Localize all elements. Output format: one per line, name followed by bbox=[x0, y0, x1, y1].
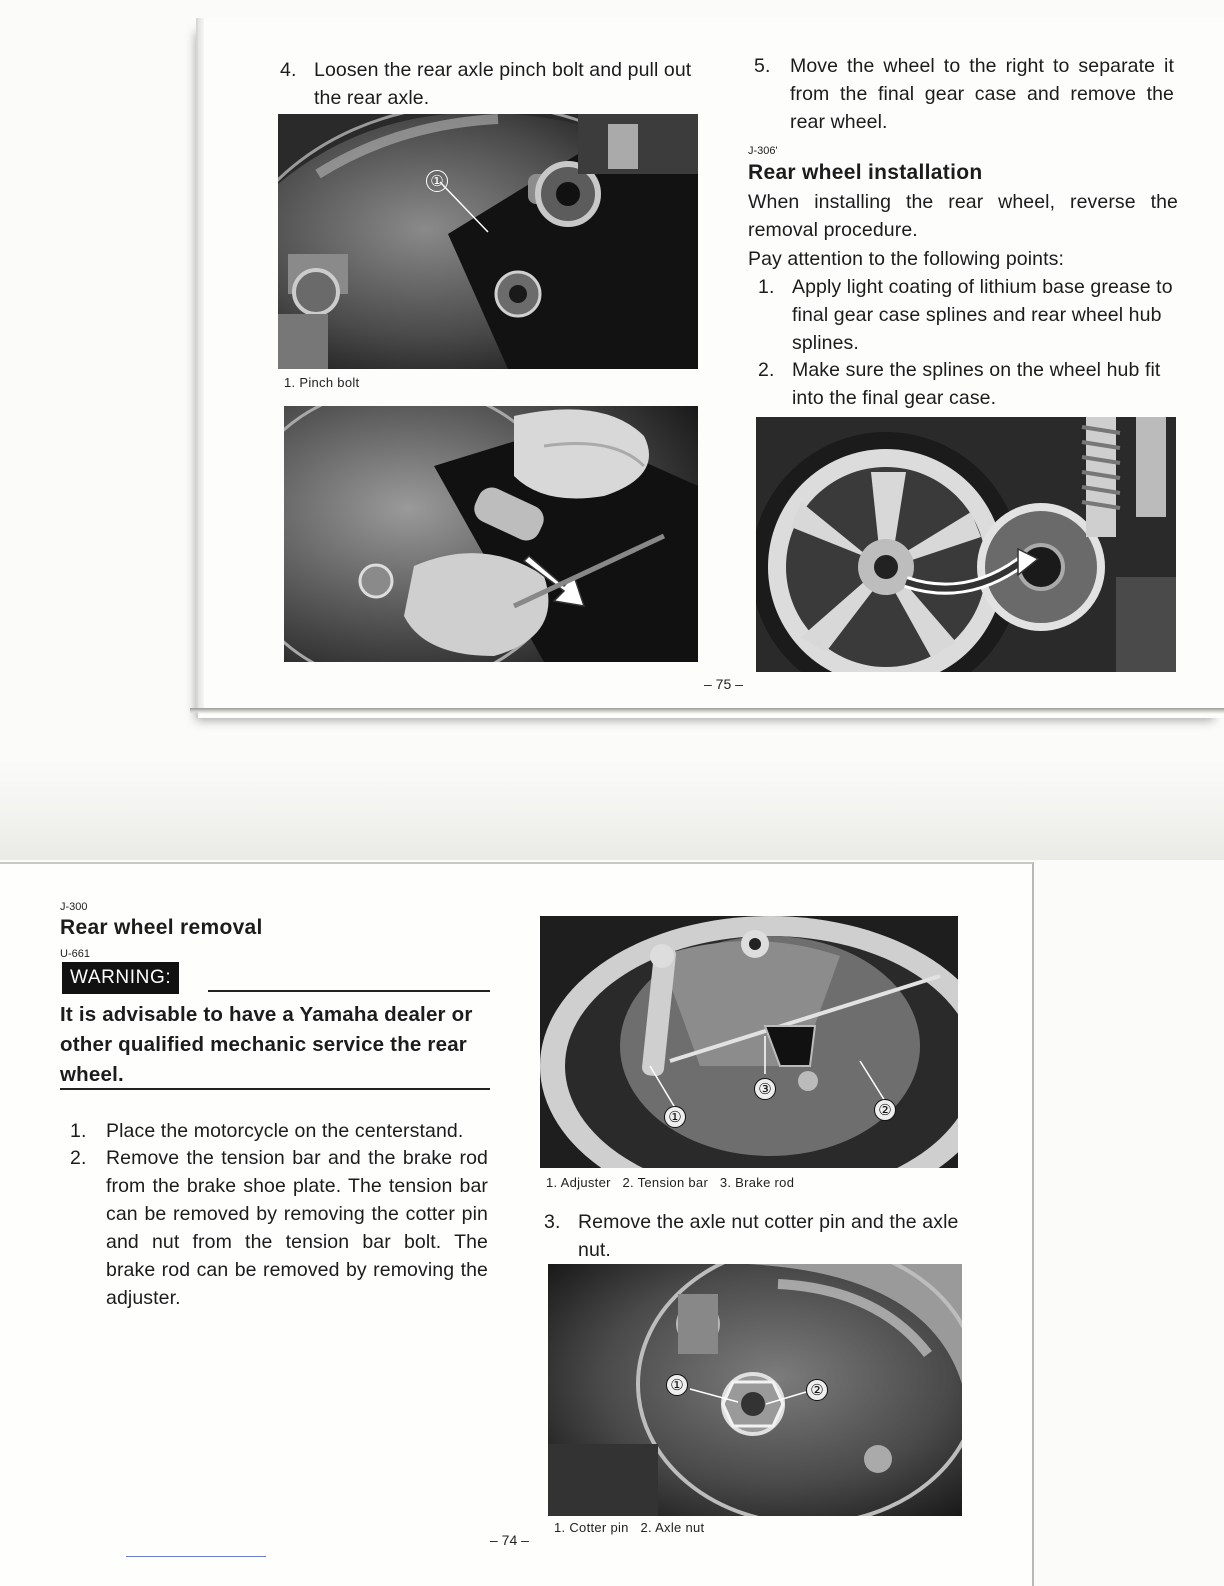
axle-nut-caption: 1. Cotter pin 2. Axle nut bbox=[554, 1520, 705, 1535]
callout-brake-rod: ③ bbox=[754, 1078, 776, 1100]
page-number-75: – 75 – bbox=[704, 676, 743, 692]
installation-heading: Rear wheel installation bbox=[748, 161, 983, 184]
removal-heading: Rear wheel removal bbox=[60, 916, 263, 939]
warning-label: WARNING: bbox=[62, 962, 179, 994]
page-number-74: – 74 – bbox=[490, 1532, 529, 1548]
callout-axle-nut: ② bbox=[806, 1379, 828, 1401]
installation-point-2: 2. Make sure the splines on the wheel hub fit into the final gear case. bbox=[758, 359, 1161, 409]
axle-nut-photo bbox=[548, 1264, 962, 1516]
removal-step-2: 2. Remove the tension bar and the brake rod from the brake shoe plate. The tension bar can be removed by removing the cotter pin and nut from the tension bar bolt. The brake rod can be removed by removing the adjuster. bbox=[70, 1147, 488, 1309]
installation-points-intro: Pay attention to the following points: bbox=[748, 248, 1064, 270]
binding-shadow bbox=[196, 18, 204, 708]
axle-removal-photo bbox=[284, 406, 698, 662]
wheel-installation-photo bbox=[756, 417, 1176, 672]
warning-bottom-rule bbox=[60, 1088, 490, 1090]
brake-linkage-photo bbox=[540, 916, 958, 1168]
pinch-bolt-photo bbox=[278, 114, 698, 369]
callout-tension-bar: ② bbox=[874, 1099, 896, 1121]
blue-line-artifact bbox=[126, 1556, 266, 1557]
step-4: 4. Loosen the rear axle pinch bolt and pull out the rear axle. bbox=[280, 59, 692, 109]
warning-top-rule bbox=[208, 990, 490, 992]
callout-adjuster: ① bbox=[664, 1106, 686, 1128]
installation-intro: When installing the rear wheel, reverse the removal procedure. bbox=[748, 191, 1178, 241]
section-code: J-306' bbox=[748, 145, 778, 157]
scan-gap bbox=[0, 760, 1224, 860]
removal-code: J-300 bbox=[60, 901, 88, 913]
warning-text: It is advisable to have a Yamaha dealer or other qualified mechanic service the rear wheel. bbox=[60, 1003, 473, 1086]
removal-step-1: 1. Place the motorcycle on the centerstand. bbox=[70, 1120, 464, 1142]
callout-1: ① bbox=[426, 170, 448, 192]
warning-code: U-661 bbox=[60, 948, 90, 960]
removal-step-3: 3. Remove the axle nut cotter pin and the axle nut. bbox=[544, 1211, 959, 1261]
installation-point-1: 1. Apply light coating of lithium base grease to final gear case splines and rear wheel hub splines. bbox=[758, 276, 1173, 354]
brake-linkage-caption: 1. Adjuster 2. Tension bar 3. Brake rod bbox=[546, 1175, 795, 1190]
step-5: 5. Move the wheel to the right to separate it from the final gear case and remove the rear wheel. bbox=[754, 55, 1174, 133]
pinch-bolt-caption: 1. Pinch bolt bbox=[284, 375, 360, 390]
page-75-edge bbox=[190, 708, 1224, 714]
callout-cotter-pin: ① bbox=[666, 1374, 688, 1396]
